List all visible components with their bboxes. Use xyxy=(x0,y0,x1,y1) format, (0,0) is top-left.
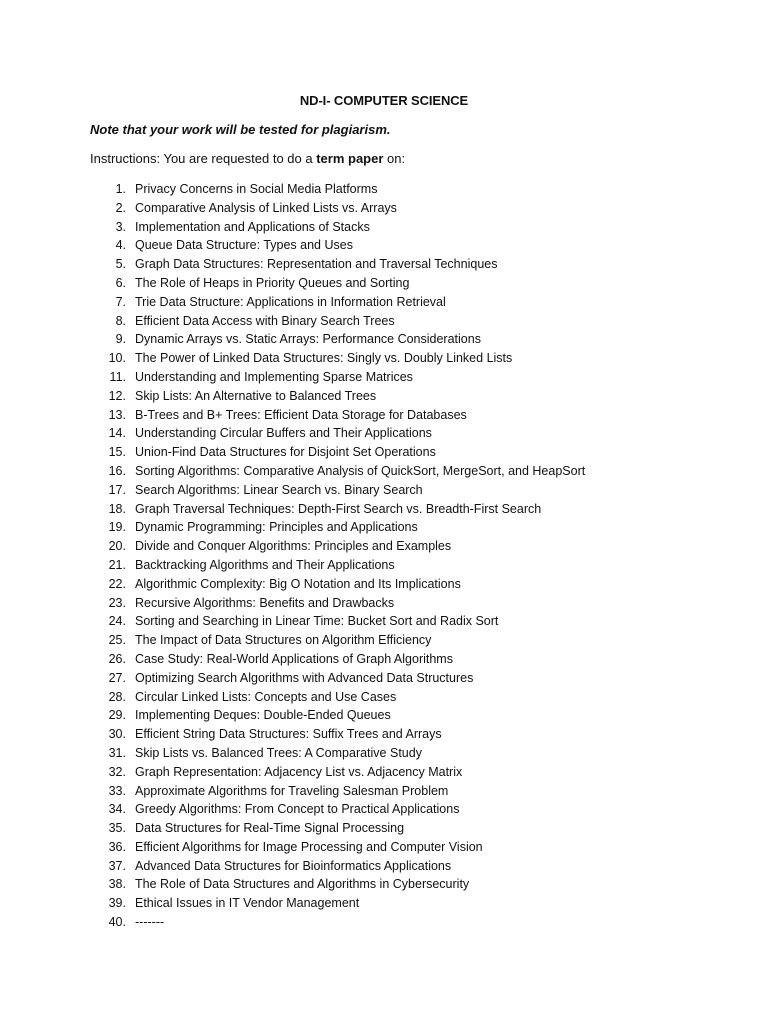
list-item-number: 33. xyxy=(108,783,126,798)
list-item-text: Skip Lists vs. Balanced Trees: A Comparative Study xyxy=(135,745,422,760)
list-item-number: 23. xyxy=(108,595,126,610)
list-item-text: The Impact of Data Structures on Algorithm Efficiency xyxy=(135,633,432,648)
list-item-number: 29. xyxy=(108,708,126,723)
list-item-text: Sorting Algorithms: Comparative Analysis of QuickSort, MergeSort, and HeapSort xyxy=(135,463,586,478)
list-item-number: 24. xyxy=(108,614,126,629)
list-item-number: 30. xyxy=(108,727,126,742)
list-item-text: Understanding and Implementing Sparse Matrices xyxy=(135,369,413,384)
plagiarism-note: Note that your work will be tested for plagiarism. xyxy=(90,122,391,137)
list-item-number: 36. xyxy=(108,839,126,854)
instructions-line xyxy=(90,151,405,166)
list-item-text: Graph Traversal Techniques: Depth-First Search vs. Breadth-First Search xyxy=(135,501,542,516)
list-item-text: Case Study: Real-World Applications of Graph Algorithms xyxy=(135,651,453,666)
list-item-number: 22. xyxy=(108,576,126,591)
list-item-text: Union-Find Data Structures for Disjoint Set Operations xyxy=(135,445,436,460)
list-item-text: Algorithmic Complexity: Big O Notation and Its Implications xyxy=(135,576,461,591)
list-item-text: Ethical Issues in IT Vendor Management xyxy=(135,896,360,911)
list-item-number: 39. xyxy=(108,896,126,911)
list-item-text: Recursive Algorithms: Benefits and Drawbacks xyxy=(135,595,395,610)
list-item-text: Skip Lists: An Alternative to Balanced Trees xyxy=(135,388,377,403)
list-item-text: Trie Data Structure: Applications in Information Retrieval xyxy=(135,294,446,309)
list-item-text: Optimizing Search Algorithms with Advanced Data Structures xyxy=(135,670,474,685)
list-item-number: 26. xyxy=(108,651,126,666)
instructions-suffix: on: xyxy=(383,151,406,166)
list-item-number: 40. xyxy=(108,915,126,930)
list-item-text: The Role of Heaps in Priority Queues and Sorting xyxy=(135,275,410,290)
list-item-number: 37. xyxy=(108,858,126,873)
list-item-text: Advanced Data Structures for Bioinformatics Applications xyxy=(135,858,452,873)
list-item-number: 15. xyxy=(108,445,126,460)
list-item-number: 7. xyxy=(115,294,126,309)
list-item-text: ------- xyxy=(135,915,165,930)
list-item-text: Graph Data Structures: Representation and Traversal Techniques xyxy=(135,257,498,272)
list-item-number: 16. xyxy=(108,463,126,478)
list-item-text: Efficient Data Access with Binary Search Trees xyxy=(135,313,395,328)
instructions-emphasis: term paper xyxy=(316,151,384,166)
list-item-number: 10. xyxy=(108,351,126,366)
list-item-number: 17. xyxy=(108,482,126,497)
list-item-number: 32. xyxy=(108,764,126,779)
list-item-number: 21. xyxy=(108,557,126,572)
list-item-number: 25. xyxy=(108,633,126,648)
list-item-text: Dynamic Programming: Principles and Applications xyxy=(135,520,418,535)
list-item-text: Privacy Concerns in Social Media Platforms xyxy=(135,182,378,196)
list-item-text: B-Trees and B+ Trees: Efficient Data Storage for Databases xyxy=(135,407,467,422)
list-item-number: 19. xyxy=(108,520,126,535)
list-item-number: 20. xyxy=(108,539,126,554)
list-item-text: Implementation and Applications of Stacks xyxy=(135,219,370,234)
list-item-text: Circular Linked Lists: Concepts and Use Cases xyxy=(135,689,397,704)
list-item-number: 27. xyxy=(108,670,126,685)
list-item-text: Efficient Algorithms for Image Processing and Computer Vision xyxy=(135,839,483,854)
list-item-text: Graph Representation: Adjacency List vs. Adjacency Matrix xyxy=(135,764,463,779)
page-title: ND-I- COMPUTER SCIENCE xyxy=(299,93,469,108)
list-item-text: Divide and Conquer Algorithms: Principles and Examples xyxy=(135,539,452,554)
list-item-number: 4. xyxy=(115,238,126,253)
list-item-number: 3. xyxy=(115,219,126,234)
list-item-text: Approximate Algorithms for Traveling Salesman Problem xyxy=(135,783,449,798)
list-item-number: 5. xyxy=(115,257,126,272)
list-item-text: Data Structures for Real-Time Signal Processing xyxy=(135,821,405,836)
list-item-text: Search Algorithms: Linear Search vs. Binary Search xyxy=(135,482,423,497)
list-item-text: Dynamic Arrays vs. Static Arrays: Performance Considerations xyxy=(135,332,481,347)
list-item-text: Backtracking Algorithms and Their Applications xyxy=(135,557,395,572)
list-item-number: 11. xyxy=(109,369,126,384)
list-item-text: Sorting and Searching in Linear Time: Bucket Sort and Radix Sort xyxy=(135,614,499,629)
list-item-text: The Power of Linked Data Structures: Singly vs. Doubly Linked Lists xyxy=(135,351,513,366)
list-item-text: Queue Data Structure: Types and Uses xyxy=(135,238,353,253)
list-item-number: 12. xyxy=(108,388,126,403)
list-item-number: 13. xyxy=(108,407,126,422)
list-item-text: Understanding Circular Buffers and Their Applications xyxy=(135,426,432,441)
list-item-text: Greedy Algorithms: From Concept to Practical Applications xyxy=(135,802,460,817)
list-item-number: 9. xyxy=(115,332,126,347)
list-item-text: The Role of Data Structures and Algorithms in Cybersecurity xyxy=(135,877,470,892)
list-item-number: 8. xyxy=(115,313,126,328)
list-item-number: 35. xyxy=(108,821,126,836)
list-item-text: Comparative Analysis of Linked Lists vs. Arrays xyxy=(135,200,397,215)
list-item-number: 31. xyxy=(108,745,126,760)
list-item-number: 38. xyxy=(108,877,126,892)
list-item-number: 6. xyxy=(115,275,126,290)
list-item-number: 1. xyxy=(115,182,126,196)
list-item-number: 14. xyxy=(108,426,126,441)
instructions-prefix: Instructions: You are requested to do a xyxy=(90,151,317,166)
list-item-number: 34. xyxy=(108,802,126,817)
list-item-text: Implementing Deques: Double-Ended Queues xyxy=(135,708,391,723)
list-item-number: 18. xyxy=(108,501,126,516)
list-item-number: 2. xyxy=(115,200,126,215)
list-item-text: Efficient String Data Structures: Suffix Trees and Arrays xyxy=(135,727,442,742)
list-item-number: 28. xyxy=(108,689,126,704)
